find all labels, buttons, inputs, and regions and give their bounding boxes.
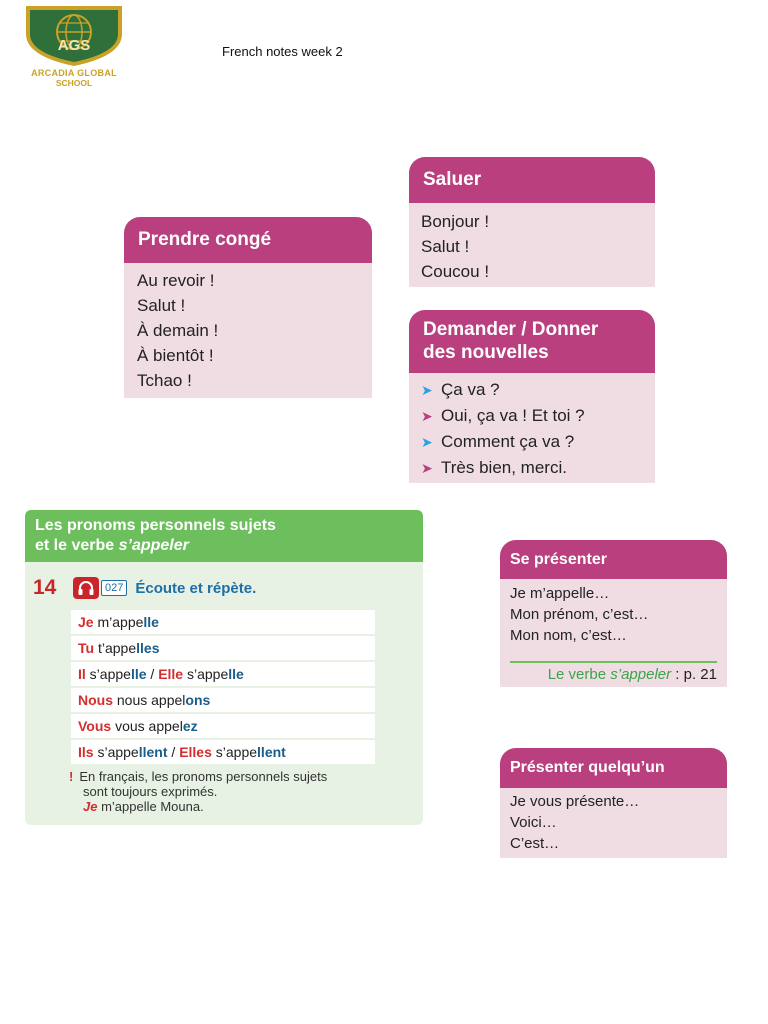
arrow-right-icon: ➤ <box>421 408 433 424</box>
exercise-number: 14 <box>33 576 57 599</box>
saluer-card <box>409 157 655 287</box>
saluer-title: Saluer <box>409 157 655 203</box>
presenter-line: C’est… <box>510 835 560 852</box>
prendre-conge-body <box>124 263 372 398</box>
conge-line: À demain ! <box>137 321 219 340</box>
arrow-right-icon: ➤ <box>421 382 433 398</box>
conjugation-row: Ils s’appellent / Elles s’appellent <box>71 740 375 764</box>
conge-line: À bientôt ! <box>137 346 214 365</box>
nouvelles-line: ➤ Très bien, merci. <box>421 455 643 481</box>
nouvelles-title <box>409 310 655 373</box>
conjugation-row: Vous vous appelez <box>71 714 375 738</box>
arrow-right-icon: ➤ <box>421 460 433 476</box>
nouvelles-title-line1: Demander / Donner <box>423 319 599 340</box>
presenter-line: Je vous présente… <box>510 793 640 810</box>
conge-line: Au revoir ! <box>137 271 215 290</box>
presenter-quelquun-body <box>500 788 727 858</box>
nouvelles-title-line2: des nouvelles <box>423 342 549 363</box>
logo-text-line1: ARCADIA GLOBAL <box>31 68 117 78</box>
headphones-icon[interactable] <box>73 577 99 599</box>
pronoms-title-line2: et le verbe s’appeler <box>35 537 189 554</box>
arrow-right-icon: ➤ <box>421 434 433 450</box>
logo-text-line2: SCHOOL <box>55 78 93 88</box>
pronoms-title <box>25 510 423 562</box>
audio-track-number[interactable]: 027 <box>101 580 127 596</box>
prendre-conge-title: Prendre congé <box>124 217 372 263</box>
svg-text:AGS: AGS <box>57 37 91 54</box>
grammar-note: ! En français, les pronoms personnels sujets sont toujours exprimés. Je m’appelle Mouna. <box>69 769 328 814</box>
prendre-conge-card <box>124 217 372 398</box>
se-presenter-body <box>500 579 727 687</box>
saluer-line: Coucou ! <box>421 262 490 281</box>
presenter-quelquun-title: Présenter quelqu’un <box>500 748 727 788</box>
presenter-quelquun-card <box>500 748 727 858</box>
se-presenter-line: Mon prénom, c’est… <box>510 606 649 623</box>
nouvelles-body <box>409 373 655 483</box>
document-title: French notes week 2 <box>222 44 343 59</box>
nouvelles-line: ➤ Comment ça va ? <box>421 429 643 455</box>
se-presenter-title: Se présenter <box>500 540 727 579</box>
conjugation-table <box>71 610 375 766</box>
nouvelles-line: ➤ Ça va ? <box>421 377 643 403</box>
saluer-line: Salut ! <box>421 237 470 256</box>
se-presenter-line: Je m’appelle… <box>510 585 610 602</box>
verb-reference: Le verbe s’appeler : p. 21 <box>510 661 717 683</box>
pronoms-card <box>25 510 423 825</box>
conjugation-row: Je m’appelle <box>71 610 375 634</box>
warning-icon: ! <box>69 769 74 784</box>
exercise-header <box>33 576 256 600</box>
se-presenter-line: Mon nom, c’est… <box>510 627 627 644</box>
saluer-line: Bonjour ! <box>421 212 490 231</box>
se-presenter-card <box>500 540 727 687</box>
nouvelles-card <box>409 310 655 483</box>
presenter-line: Voici… <box>510 814 557 831</box>
school-logo <box>18 4 130 88</box>
shield-icon <box>18 4 130 68</box>
conjugation-row: Tu t’appelles <box>71 636 375 660</box>
conge-line: Tchao ! <box>137 371 192 390</box>
saluer-body <box>409 203 655 287</box>
conjugation-row: Il s’appelle / Elle s’appelle <box>71 662 375 686</box>
pronoms-title-line1: Les pronoms personnels sujets <box>35 517 276 534</box>
nouvelles-line: ➤ Oui, ça va ! Et toi ? <box>421 403 643 429</box>
conjugation-row: Nous nous appelons <box>71 688 375 712</box>
exercise-instruction: Écoute et répète. <box>135 579 257 597</box>
conge-line: Salut ! <box>137 296 186 315</box>
